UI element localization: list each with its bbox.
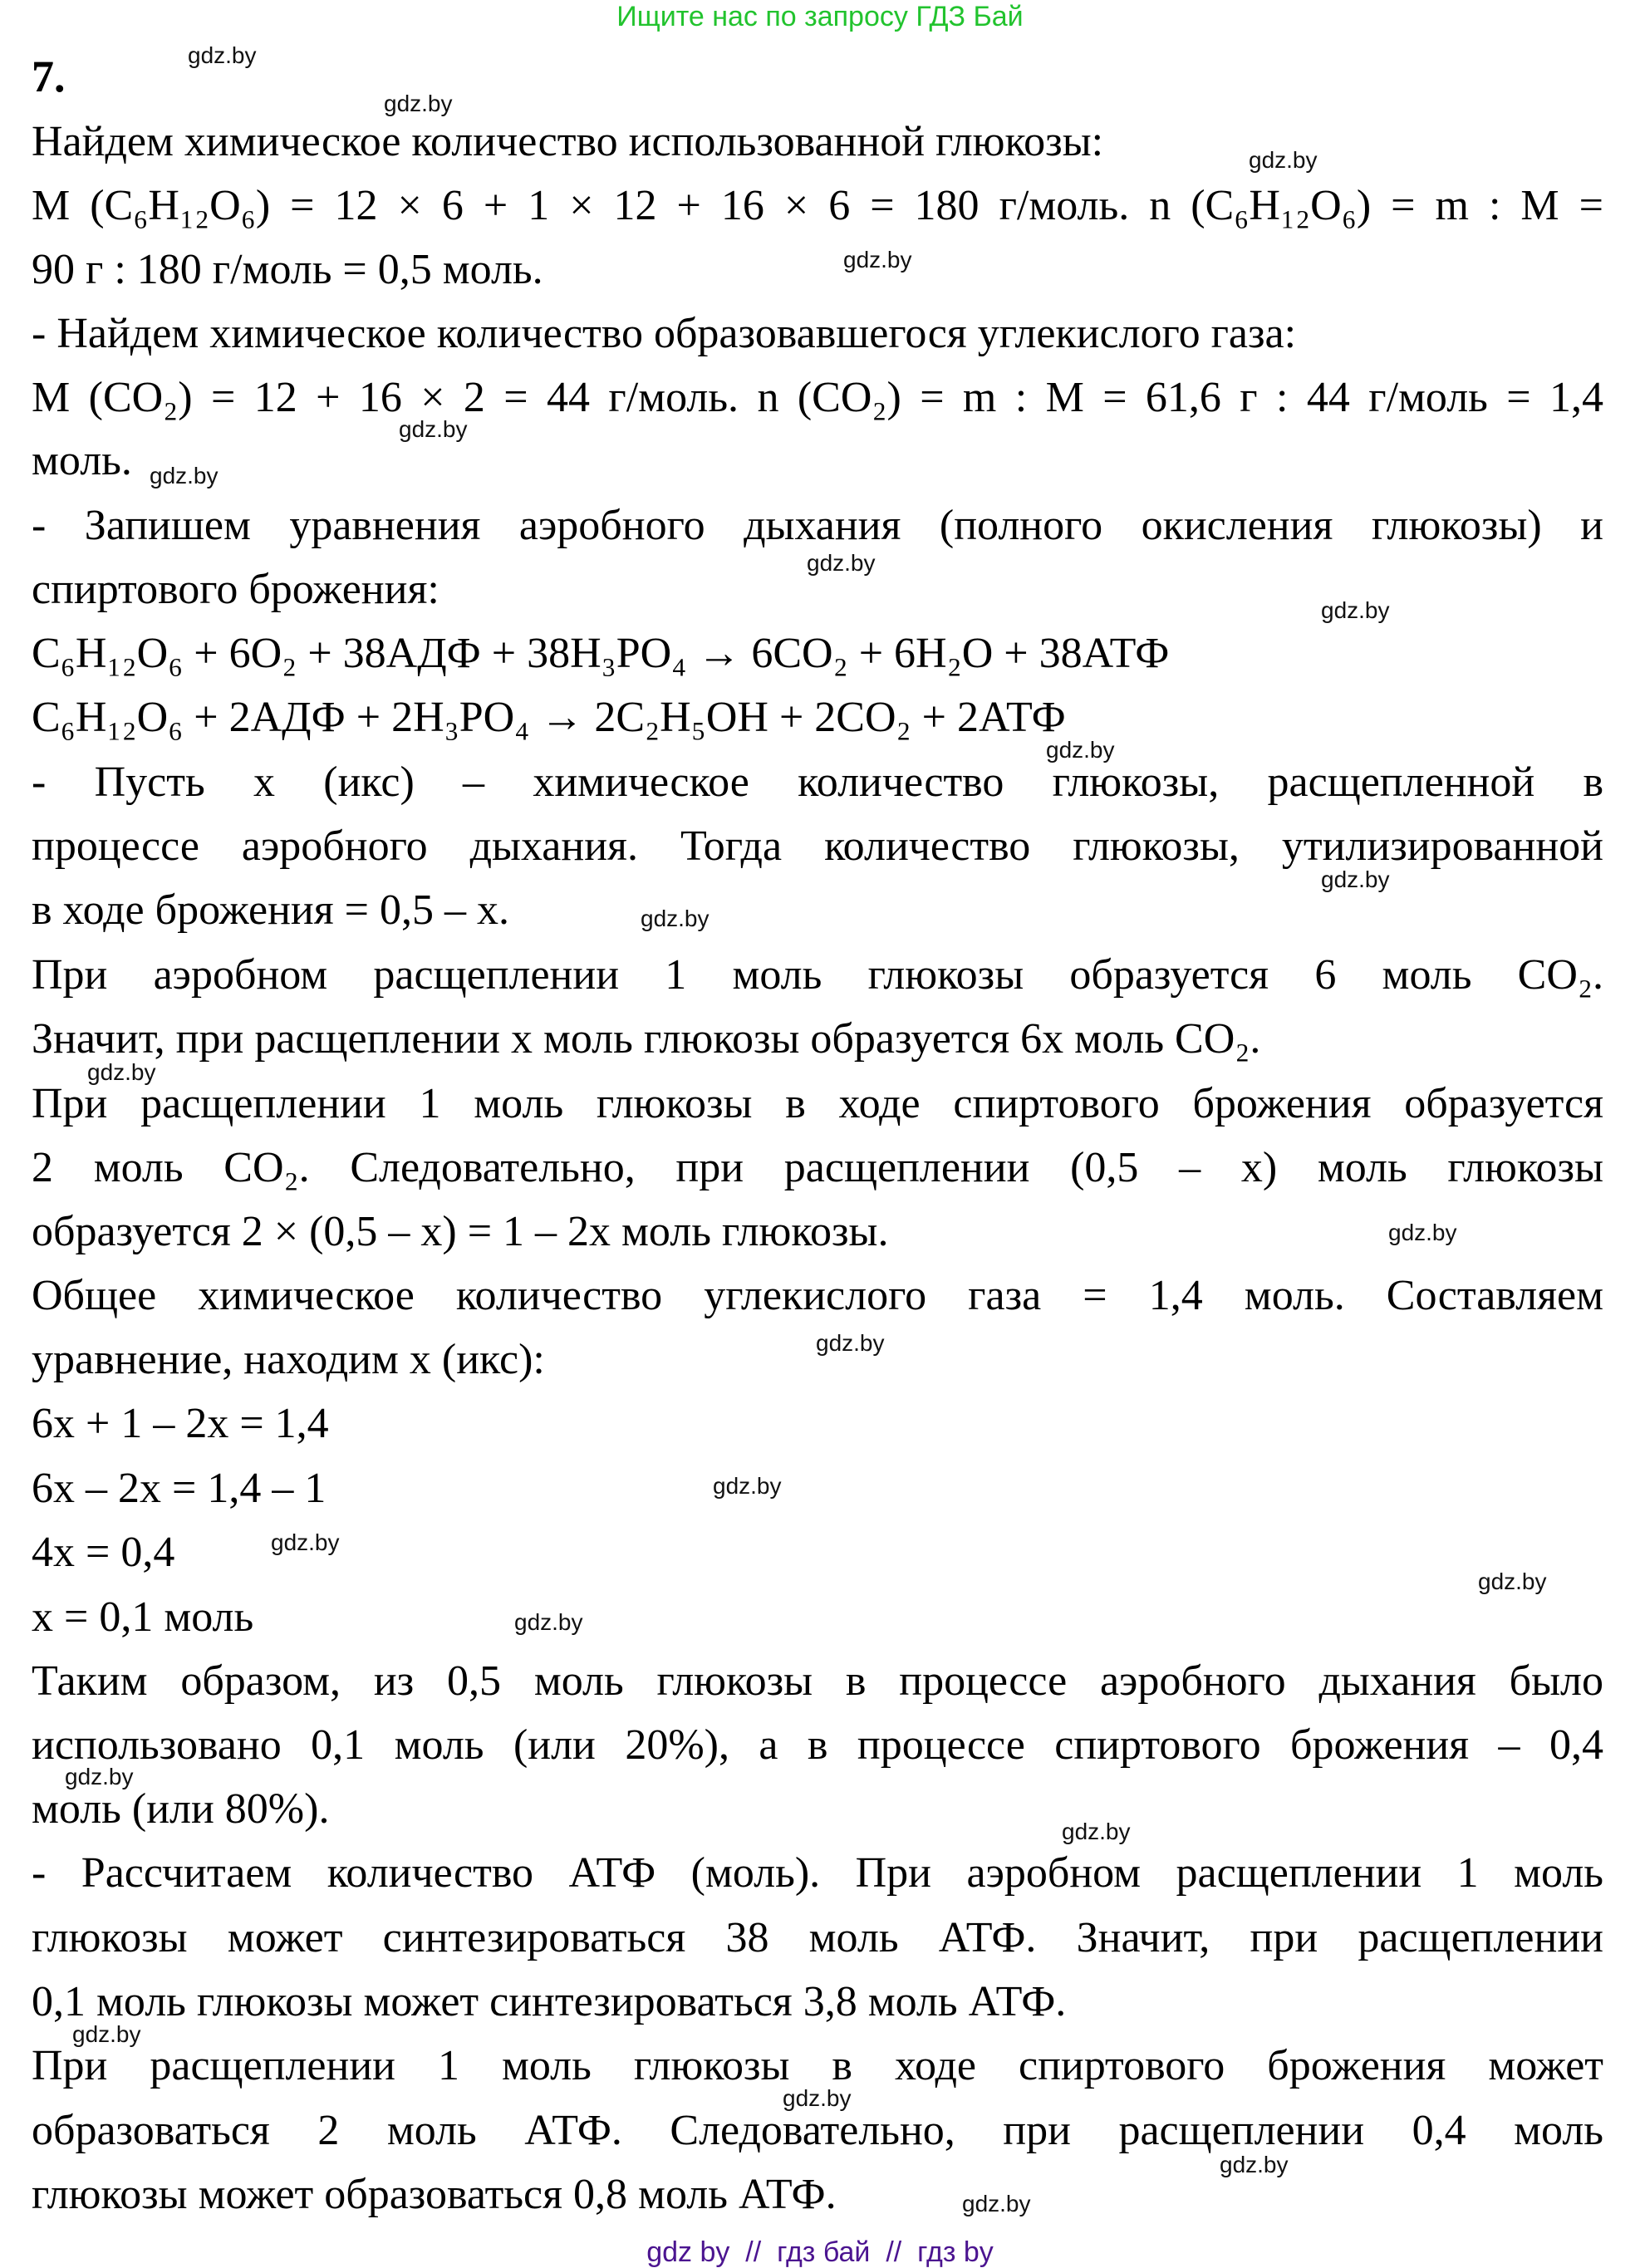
watermark: gdz.by <box>807 550 876 576</box>
text-line: образуется 2 × (0,5 – х) = 1 – 2х моль глюкозы. <box>32 1208 889 1255</box>
text-line: - Пусть х (икс) – химическое количество глюкозы, расщепленной в <box>32 758 1603 806</box>
chemical-equation: C₆H₁₂O₆ + 6O₂ + 38АДФ + 38H₃PO₄ → 6CO₂ + 6H₂O + 38АТФ <box>32 630 1170 677</box>
text-line: 90 г : 180 г/моль = 0,5 моль. <box>32 246 543 293</box>
text-line: При расщеплении 1 моль глюкозы в ходе спиртового брожения может <box>32 2042 1603 2089</box>
watermark: gdz.by <box>384 91 453 116</box>
text-line: Найдем химическое количество использованной глюкозы: <box>32 118 1104 165</box>
watermark: gdz.by <box>962 2191 1031 2216</box>
text-line: При расщеплении 1 моль глюкозы в ходе спиртового брожения образуется <box>32 1080 1603 1127</box>
watermark: gdz.by <box>1478 1568 1547 1594</box>
watermark: gdz.by <box>188 42 257 68</box>
watermark: gdz.by <box>1062 1819 1131 1844</box>
text-line: - Рассчитаем количество АТФ (моль). При аэробном расщеплении 1 моль <box>32 1849 1603 1897</box>
watermark: gdz.by <box>713 1473 782 1499</box>
text-line: 0,1 моль глюкозы может синтезироваться 3,8 моль АТФ. <box>32 1978 1067 2025</box>
watermark: gdz.by <box>87 1059 156 1085</box>
watermark: gdz.by <box>72 2021 141 2047</box>
text-line: При аэробном расщеплении 1 моль глюкозы образуется 6 моль CO₂. <box>32 951 1603 999</box>
watermark: gdz.by <box>816 1330 885 1356</box>
watermark: gdz.by <box>65 1764 134 1789</box>
text-line: M (CO₂) = 12 + 16 × 2 = 44 г/моль. n (CO₂) = m : M = 61,6 г : 44 г/моль = 1,4 <box>32 374 1603 421</box>
text-line: моль (или 80%). <box>32 1785 330 1833</box>
text-line: Таким образом, из 0,5 моль глюкозы в процессе аэробного дыхания было <box>32 1657 1603 1705</box>
watermark: gdz.by <box>1388 1220 1457 1245</box>
watermark: gdz.by <box>1321 866 1390 892</box>
equation-step: 6х + 1 – 2х = 1,4 <box>32 1400 329 1447</box>
watermark: gdz.by <box>1220 2152 1289 2177</box>
equation-step: 4х = 0,4 <box>32 1529 175 1576</box>
watermark: gdz.by <box>150 463 219 488</box>
text-line: в ходе брожения = 0,5 – х. <box>32 886 509 934</box>
text-line: образоваться 2 моль АТФ. Следовательно, при расщеплении 0,4 моль <box>32 2107 1603 2154</box>
text-line: M (C₆H₁₂O₆) = 12 × 6 + 1 × 12 + 16 × 6 = 180 г/моль. n (C₆H₁₂O₆) = m : M = <box>32 182 1603 229</box>
watermark: gdz.by <box>1321 597 1390 623</box>
watermark: gdz.by <box>1249 147 1318 173</box>
watermark: gdz.by <box>843 247 912 272</box>
text-line: Общее химическое количество углекислого газа = 1,4 моль. Составляем <box>32 1272 1603 1319</box>
text-line: - Запишем уравнения аэробного дыхания (полного окисления глюкозы) и <box>32 502 1603 549</box>
equation-step: х = 0,1 моль <box>32 1593 254 1641</box>
watermark: gdz.by <box>1046 737 1115 763</box>
text-line: 2 моль CO₂. Следовательно, при расщеплении (0,5 – х) моль глюкозы <box>32 1144 1603 1191</box>
text-line: уравнение, находим х (икс): <box>32 1336 545 1383</box>
chemical-equation: C₆H₁₂O₆ + 2АДФ + 2H₃PO₄ → 2C₂H₅OH + 2CO₂ + 2АТФ <box>32 694 1066 741</box>
watermark: gdz.by <box>783 2085 852 2111</box>
watermark: gdz.by <box>514 1609 583 1635</box>
watermark: gdz.by <box>399 416 468 442</box>
watermark: gdz.by <box>641 906 710 931</box>
equation-step: 6х – 2х = 1,4 – 1 <box>32 1465 327 1512</box>
text-line: глюкозы может образоваться 0,8 моль АТФ. <box>32 2171 837 2218</box>
watermark: gdz.by <box>271 1529 340 1555</box>
footer-links: gdz by // гдз бай // гдз by <box>646 2236 994 2268</box>
text-line: моль. <box>32 437 132 484</box>
text-line: использовано 0,1 моль (или 20%), а в процессе спиртового брожения – 0,4 <box>32 1721 1603 1769</box>
text-line: процессе аэробного дыхания. Тогда количество глюкозы, утилизированной <box>32 822 1603 870</box>
task-number: 7. <box>32 52 66 101</box>
text-line: глюкозы может синтезироваться 38 моль АТФ. Значит, при расщеплении <box>32 1914 1603 1961</box>
text-line: спиртового брожения: <box>32 566 439 613</box>
text-line: - Найдем химическое количество образовавшегося углекислого газа: <box>32 310 1297 357</box>
search-banner: Ищите нас по запросу ГДЗ Бай <box>616 1 1024 32</box>
text-line: Значит, при расщеплении х моль глюкозы образуется 6х моль CO₂. <box>32 1015 1261 1063</box>
